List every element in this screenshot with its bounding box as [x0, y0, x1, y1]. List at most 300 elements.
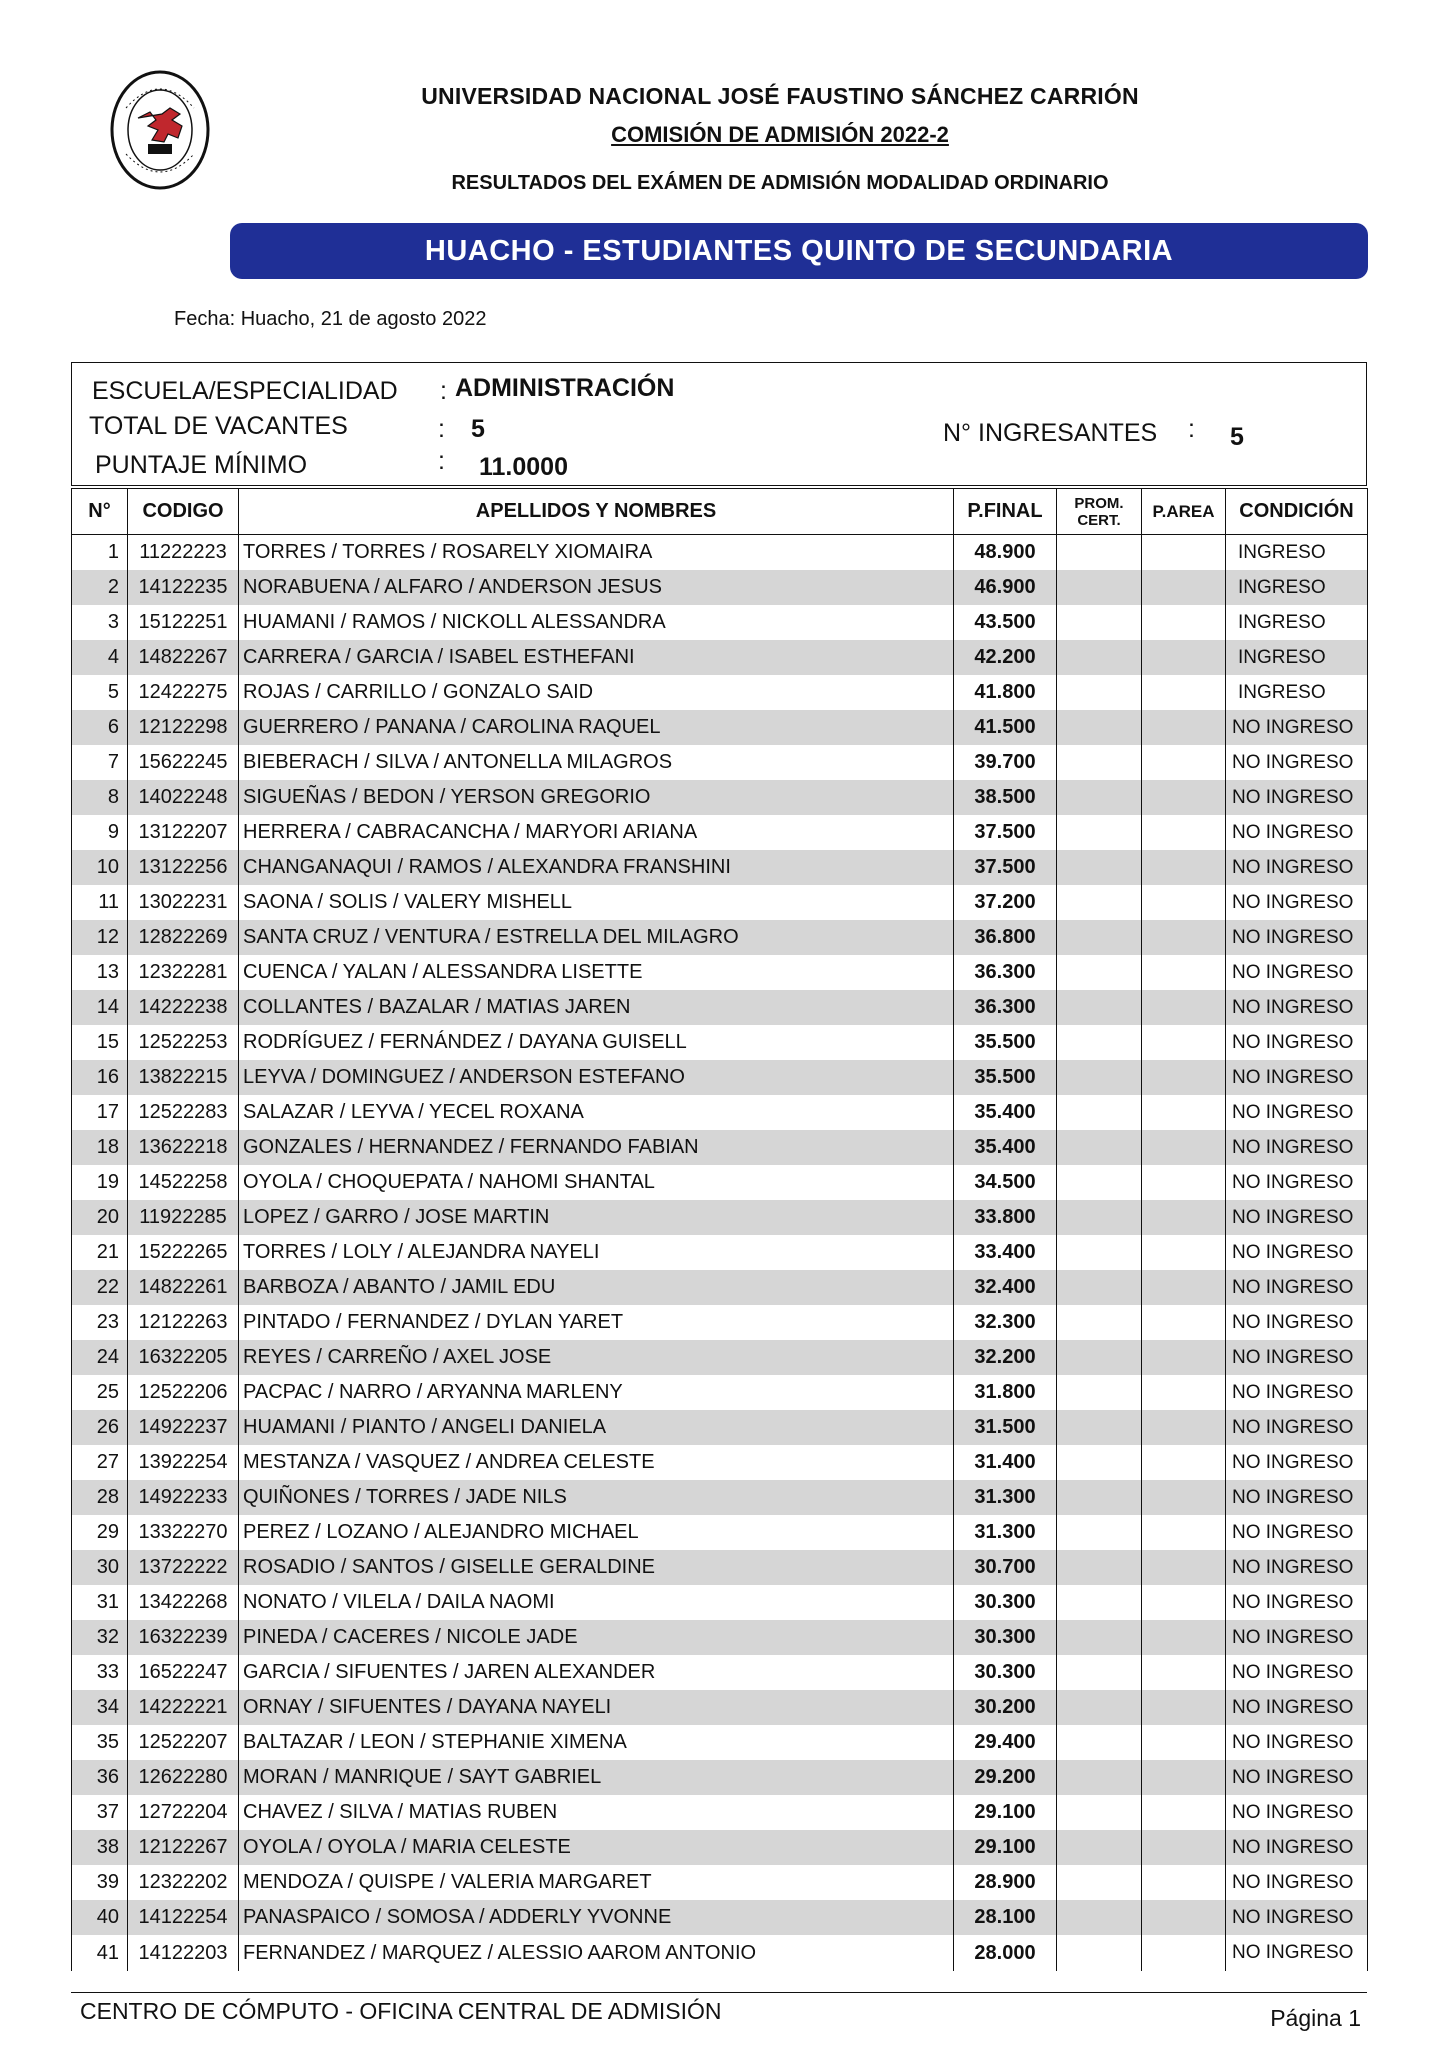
row-number: 10: [72, 850, 128, 885]
row-final-score: 31.800: [954, 1375, 1057, 1410]
row-number: 19: [72, 1165, 128, 1200]
row-code: 13022231: [128, 885, 239, 920]
row-code: 13822215: [128, 1060, 239, 1095]
row-area-score: [1142, 1795, 1226, 1830]
row-number: 6: [72, 710, 128, 745]
row-final-score: 32.200: [954, 1340, 1057, 1375]
row-final-score: 43.500: [954, 605, 1057, 640]
row-prom-cert: [1057, 1410, 1142, 1445]
row-full-name: MESTANZA / VASQUEZ / ANDREA CELESTE: [239, 1445, 954, 1480]
row-prom-cert: [1057, 570, 1142, 605]
row-code: 12422275: [128, 675, 239, 710]
row-full-name: ORNAY / SIFUENTES / DAYANA NAYELI: [239, 1690, 954, 1725]
row-number: 29: [72, 1515, 128, 1550]
row-final-score: 30.700: [954, 1550, 1057, 1585]
row-area-score: [1142, 1095, 1226, 1130]
table-row: [72, 1375, 1368, 1410]
row-area-score: [1142, 535, 1226, 571]
row-prom-cert: [1057, 920, 1142, 955]
table-row: [72, 1690, 1368, 1725]
row-number: 14: [72, 990, 128, 1025]
row-area-score: [1142, 1725, 1226, 1760]
row-condition: NO INGRESO: [1226, 1340, 1368, 1375]
admitted-value: 5: [1230, 423, 1244, 451]
row-number: 40: [72, 1900, 128, 1935]
table-row: [72, 780, 1368, 815]
row-condition: NO INGRESO: [1226, 1060, 1368, 1095]
row-code: 12522283: [128, 1095, 239, 1130]
table-row: [72, 1130, 1368, 1165]
row-area-score: [1142, 1515, 1226, 1550]
school-info-box: [71, 362, 1367, 486]
row-area-score: [1142, 1865, 1226, 1900]
row-area-score: [1142, 1340, 1226, 1375]
row-final-score: 36.300: [954, 990, 1057, 1025]
row-code: 16322205: [128, 1340, 239, 1375]
row-prom-cert: [1057, 1515, 1142, 1550]
row-final-score: 48.900: [954, 535, 1057, 571]
row-full-name: FERNANDEZ / MARQUEZ / ALESSIO AAROM ANTONIO: [239, 1935, 954, 1971]
row-prom-cert: [1057, 1830, 1142, 1865]
table-row: [72, 1830, 1368, 1865]
row-number: 12: [72, 920, 128, 955]
row-code: 13422268: [128, 1585, 239, 1620]
row-final-score: 35.400: [954, 1130, 1057, 1165]
row-number: 22: [72, 1270, 128, 1305]
school-label: ESCUELA/ESPECIALIDAD: [92, 377, 398, 405]
row-full-name: GONZALES / HERNANDEZ / FERNANDO FABIAN: [239, 1130, 954, 1165]
col-header-name: APELLIDOS Y NOMBRES: [239, 489, 954, 535]
row-number: 2: [72, 570, 128, 605]
row-prom-cert: [1057, 1270, 1142, 1305]
table-row: [72, 535, 1368, 571]
row-full-name: CHAVEZ / SILVA / MATIAS RUBEN: [239, 1795, 954, 1830]
table-row: [72, 1760, 1368, 1795]
row-final-score: 28.100: [954, 1900, 1057, 1935]
row-code: 11222223: [128, 535, 239, 571]
table-row: [72, 1445, 1368, 1480]
row-code: 14222221: [128, 1690, 239, 1725]
row-code: 12722204: [128, 1795, 239, 1830]
row-code: 14022248: [128, 780, 239, 815]
row-number: 16: [72, 1060, 128, 1095]
row-area-score: [1142, 1480, 1226, 1515]
table-row: [72, 1865, 1368, 1900]
row-final-score: 31.400: [954, 1445, 1057, 1480]
row-condition: NO INGRESO: [1226, 1620, 1368, 1655]
row-prom-cert: [1057, 1620, 1142, 1655]
row-prom-cert: [1057, 990, 1142, 1025]
row-condition: INGRESO: [1226, 570, 1368, 605]
row-condition: INGRESO: [1226, 535, 1368, 571]
row-area-score: [1142, 1165, 1226, 1200]
row-area-score: [1142, 1305, 1226, 1340]
table-row: [72, 1935, 1368, 1971]
row-number: 15: [72, 1025, 128, 1060]
row-final-score: 30.200: [954, 1690, 1057, 1725]
row-code: 11922285: [128, 1200, 239, 1235]
row-code: 16522247: [128, 1655, 239, 1690]
row-full-name: OYOLA / CHOQUEPATA / NAHOMI SHANTAL: [239, 1165, 954, 1200]
row-number: 4: [72, 640, 128, 675]
row-code: 14922233: [128, 1480, 239, 1515]
row-number: 32: [72, 1620, 128, 1655]
table-row: [72, 570, 1368, 605]
row-condition: NO INGRESO: [1226, 815, 1368, 850]
row-prom-cert: [1057, 1760, 1142, 1795]
university-seal-logo: [108, 68, 212, 192]
row-code: 15622245: [128, 745, 239, 780]
row-condition: NO INGRESO: [1226, 1200, 1368, 1235]
row-code: 16322239: [128, 1620, 239, 1655]
row-full-name: HERRERA / CABRACANCHA / MARYORI ARIANA: [239, 815, 954, 850]
row-prom-cert: [1057, 815, 1142, 850]
results-table: [71, 488, 1368, 1971]
row-final-score: 36.800: [954, 920, 1057, 955]
row-number: 20: [72, 1200, 128, 1235]
row-final-score: 30.300: [954, 1620, 1057, 1655]
row-area-score: [1142, 1060, 1226, 1095]
row-code: 12522253: [128, 1025, 239, 1060]
row-area-score: [1142, 955, 1226, 990]
table-row: [72, 1900, 1368, 1935]
row-number: 24: [72, 1340, 128, 1375]
table-row: [72, 1795, 1368, 1830]
row-final-score: 37.200: [954, 885, 1057, 920]
row-prom-cert: [1057, 1340, 1142, 1375]
row-condition: NO INGRESO: [1226, 710, 1368, 745]
table-row: [72, 1060, 1368, 1095]
row-code: 14522258: [128, 1165, 239, 1200]
row-full-name: CHANGANAQUI / RAMOS / ALEXANDRA FRANSHINI: [239, 850, 954, 885]
row-prom-cert: [1057, 1480, 1142, 1515]
row-full-name: NONATO / VILELA / DAILA NAOMI: [239, 1585, 954, 1620]
row-prom-cert: [1057, 1060, 1142, 1095]
row-full-name: TORRES / TORRES / ROSARELY XIOMAIRA: [239, 535, 954, 571]
row-number: 38: [72, 1830, 128, 1865]
campus-banner: HUACHO - ESTUDIANTES QUINTO DE SECUNDARIA: [230, 223, 1368, 279]
row-final-score: 29.400: [954, 1725, 1057, 1760]
col-header-parea: P.AREA: [1142, 489, 1226, 535]
row-code: 12622280: [128, 1760, 239, 1795]
row-final-score: 33.400: [954, 1235, 1057, 1270]
university-name: UNIVERSIDAD NACIONAL JOSÉ FAUSTINO SÁNCHEZ CARRIÓN: [421, 83, 1139, 109]
row-prom-cert: [1057, 1445, 1142, 1480]
row-full-name: PINTADO / FERNANDEZ / DYLAN YARET: [239, 1305, 954, 1340]
row-condition: NO INGRESO: [1226, 745, 1368, 780]
row-prom-cert: [1057, 850, 1142, 885]
row-prom-cert: [1057, 1130, 1142, 1165]
table-row: [72, 1585, 1368, 1620]
row-full-name: REYES / CARREÑO / AXEL JOSE: [239, 1340, 954, 1375]
row-condition: NO INGRESO: [1226, 1655, 1368, 1690]
table-row: [72, 1235, 1368, 1270]
row-code: 12122267: [128, 1830, 239, 1865]
row-code: 13722222: [128, 1550, 239, 1585]
table-row: [72, 1340, 1368, 1375]
row-code: 14122203: [128, 1935, 239, 1971]
row-full-name: BIEBERACH / SILVA / ANTONELLA MILAGROS: [239, 745, 954, 780]
row-final-score: 33.800: [954, 1200, 1057, 1235]
table-row: [72, 1515, 1368, 1550]
commission-title-text: COMISIÓN DE ADMISIÓN 2022-2: [611, 122, 949, 147]
row-final-score: 38.500: [954, 780, 1057, 815]
school-value: ADMINISTRACIÓN: [455, 374, 675, 402]
row-full-name: BARBOZA / ABANTO / JAMIL EDU: [239, 1270, 954, 1305]
row-code: 13922254: [128, 1445, 239, 1480]
row-full-name: RODRÍGUEZ / FERNÁNDEZ / DAYANA GUISELL: [239, 1025, 954, 1060]
row-prom-cert: [1057, 640, 1142, 675]
row-prom-cert: [1057, 1655, 1142, 1690]
row-condition: NO INGRESO: [1226, 990, 1368, 1025]
row-condition: NO INGRESO: [1226, 1165, 1368, 1200]
row-final-score: 32.300: [954, 1305, 1057, 1340]
row-final-score: 37.500: [954, 850, 1057, 885]
admitted-label: N° INGRESANTES: [943, 419, 1158, 447]
row-full-name: SALAZAR / LEYVA / YECEL ROXANA: [239, 1095, 954, 1130]
row-area-score: [1142, 780, 1226, 815]
row-final-score: 35.500: [954, 1025, 1057, 1060]
row-number: 26: [72, 1410, 128, 1445]
row-condition: NO INGRESO: [1226, 1760, 1368, 1795]
row-code: 15122251: [128, 605, 239, 640]
table-row: [72, 1725, 1368, 1760]
row-full-name: HUAMANI / RAMOS / NICKOLL ALESSANDRA: [239, 605, 954, 640]
row-code: 12522207: [128, 1725, 239, 1760]
row-number: 9: [72, 815, 128, 850]
table-row: [72, 1655, 1368, 1690]
row-condition: NO INGRESO: [1226, 1235, 1368, 1270]
row-condition: NO INGRESO: [1226, 1585, 1368, 1620]
row-condition: NO INGRESO: [1226, 1410, 1368, 1445]
row-final-score: 30.300: [954, 1585, 1057, 1620]
row-full-name: COLLANTES / BAZALAR / MATIAS JAREN: [239, 990, 954, 1025]
table-row: [72, 1480, 1368, 1515]
row-area-score: [1142, 1410, 1226, 1445]
row-area-score: [1142, 1200, 1226, 1235]
vacancies-label: TOTAL DE VACANTES: [89, 412, 348, 440]
row-area-score: [1142, 1550, 1226, 1585]
row-condition: NO INGRESO: [1226, 1375, 1368, 1410]
row-full-name: BALTAZAR / LEON / STEPHANIE XIMENA: [239, 1725, 954, 1760]
row-full-name: PINEDA / CACERES / NICOLE JADE: [239, 1620, 954, 1655]
table-row: [72, 710, 1368, 745]
row-final-score: 29.100: [954, 1830, 1057, 1865]
row-area-score: [1142, 1025, 1226, 1060]
row-number: 27: [72, 1445, 128, 1480]
row-area-score: [1142, 675, 1226, 710]
row-prom-cert: [1057, 675, 1142, 710]
col-header-num: N°: [72, 489, 128, 535]
row-area-score: [1142, 1235, 1226, 1270]
row-condition: NO INGRESO: [1226, 1480, 1368, 1515]
row-final-score: 31.300: [954, 1515, 1057, 1550]
row-condition: NO INGRESO: [1226, 1305, 1368, 1340]
table-body: [72, 535, 1368, 1972]
footer-divider: [71, 1992, 1367, 1993]
row-area-score: [1142, 1270, 1226, 1305]
row-area-score: [1142, 710, 1226, 745]
table-header-row: [72, 489, 1368, 535]
row-prom-cert: [1057, 535, 1142, 571]
date-line: Fecha: Huacho, 21 de agosto 2022: [174, 308, 487, 330]
row-condition: NO INGRESO: [1226, 1130, 1368, 1165]
row-condition: NO INGRESO: [1226, 1095, 1368, 1130]
row-prom-cert: [1057, 1550, 1142, 1585]
row-prom-cert: [1057, 780, 1142, 815]
row-condition: NO INGRESO: [1226, 1725, 1368, 1760]
row-code: 12522206: [128, 1375, 239, 1410]
row-area-score: [1142, 1830, 1226, 1865]
row-area-score: [1142, 1655, 1226, 1690]
table-row: [72, 885, 1368, 920]
row-full-name: OYOLA / OYOLA / MARIA CELESTE: [239, 1830, 954, 1865]
row-prom-cert: [1057, 745, 1142, 780]
row-full-name: TORRES / LOLY / ALEJANDRA NAYELI: [239, 1235, 954, 1270]
row-full-name: PANASPAICO / SOMOSA / ADDERLY YVONNE: [239, 1900, 954, 1935]
row-condition: NO INGRESO: [1226, 1515, 1368, 1550]
col-header-code: CODIGO: [128, 489, 239, 535]
col-header-prom-line1: PROM.: [1074, 494, 1124, 512]
row-prom-cert: [1057, 1725, 1142, 1760]
table-row: [72, 675, 1368, 710]
row-full-name: MORAN / MANRIQUE / SAYT GABRIEL: [239, 1760, 954, 1795]
row-number: 31: [72, 1585, 128, 1620]
row-area-score: [1142, 850, 1226, 885]
row-number: 30: [72, 1550, 128, 1585]
col-header-pfinal: P.FINAL: [954, 489, 1057, 535]
row-area-score: [1142, 885, 1226, 920]
row-final-score: 42.200: [954, 640, 1057, 675]
table-row: [72, 1095, 1368, 1130]
row-area-score: [1142, 1445, 1226, 1480]
row-full-name: LOPEZ / GARRO / JOSE MARTIN: [239, 1200, 954, 1235]
row-number: 1: [72, 535, 128, 571]
row-full-name: ROSADIO / SANTOS / GISELLE GERALDINE: [239, 1550, 954, 1585]
row-prom-cert: [1057, 1900, 1142, 1935]
row-code: 12322281: [128, 955, 239, 990]
row-full-name: GUERRERO / PANANA / CAROLINA RAQUEL: [239, 710, 954, 745]
table-row: [72, 1270, 1368, 1305]
results-table-wrapper: [71, 488, 1367, 1971]
row-full-name: CUENCA / YALAN / ALESSANDRA LISETTE: [239, 955, 954, 990]
row-condition: NO INGRESO: [1226, 920, 1368, 955]
row-number: 41: [72, 1935, 128, 1971]
row-final-score: 29.100: [954, 1795, 1057, 1830]
row-code: 15222265: [128, 1235, 239, 1270]
row-number: 17: [72, 1095, 128, 1130]
row-area-score: [1142, 1130, 1226, 1165]
row-final-score: 31.500: [954, 1410, 1057, 1445]
vacancies-value: 5: [471, 415, 485, 443]
results-title: RESULTADOS DEL EXÁMEN DE ADMISIÓN MODALIDAD ORDINARIO: [451, 172, 1109, 194]
row-number: 36: [72, 1760, 128, 1795]
row-final-score: 32.400: [954, 1270, 1057, 1305]
row-code: 12122263: [128, 1305, 239, 1340]
row-condition: NO INGRESO: [1226, 1270, 1368, 1305]
row-number: 34: [72, 1690, 128, 1725]
row-condition: NO INGRESO: [1226, 885, 1368, 920]
col-header-prom-cert: [1057, 489, 1142, 535]
row-area-score: [1142, 1900, 1226, 1935]
row-final-score: 41.500: [954, 710, 1057, 745]
row-prom-cert: [1057, 1865, 1142, 1900]
table-row: [72, 1025, 1368, 1060]
row-condition: NO INGRESO: [1226, 1550, 1368, 1585]
row-code: 13122207: [128, 815, 239, 850]
table-row: [72, 1305, 1368, 1340]
min-score-label: PUNTAJE MÍNIMO: [95, 451, 308, 479]
row-condition: NO INGRESO: [1226, 1025, 1368, 1060]
row-prom-cert: [1057, 1165, 1142, 1200]
row-code: 14922237: [128, 1410, 239, 1445]
table-row: [72, 990, 1368, 1025]
row-final-score: 35.500: [954, 1060, 1057, 1095]
row-area-score: [1142, 1935, 1226, 1971]
row-prom-cert: [1057, 955, 1142, 990]
row-area-score: [1142, 640, 1226, 675]
row-condition: NO INGRESO: [1226, 1690, 1368, 1725]
table-row: [72, 1410, 1368, 1445]
row-code: 14122235: [128, 570, 239, 605]
row-condition: NO INGRESO: [1226, 850, 1368, 885]
row-prom-cert: [1057, 710, 1142, 745]
row-prom-cert: [1057, 1235, 1142, 1270]
row-condition: NO INGRESO: [1226, 1830, 1368, 1865]
row-final-score: 36.300: [954, 955, 1057, 990]
row-final-score: 37.500: [954, 815, 1057, 850]
row-full-name: LEYVA / DOMINGUEZ / ANDERSON ESTEFANO: [239, 1060, 954, 1095]
row-final-score: 34.500: [954, 1165, 1057, 1200]
min-score-value: 11.0000: [479, 453, 568, 481]
row-full-name: GARCIA / SIFUENTES / JAREN ALEXANDER: [239, 1655, 954, 1690]
row-prom-cert: [1057, 1795, 1142, 1830]
row-condition: NO INGRESO: [1226, 955, 1368, 990]
col-header-prom-line2: CERT.: [1077, 511, 1121, 529]
row-code: 13622218: [128, 1130, 239, 1165]
row-condition: NO INGRESO: [1226, 1795, 1368, 1830]
row-prom-cert: [1057, 1375, 1142, 1410]
row-area-score: [1142, 1760, 1226, 1795]
row-condition: NO INGRESO: [1226, 1445, 1368, 1480]
row-code: 14822267: [128, 640, 239, 675]
table-row: [72, 850, 1368, 885]
row-number: 21: [72, 1235, 128, 1270]
row-area-score: [1142, 745, 1226, 780]
row-condition: INGRESO: [1226, 640, 1368, 675]
admitted-colon: :: [1188, 415, 1195, 443]
row-condition: NO INGRESO: [1226, 1935, 1368, 1971]
row-code: 14822261: [128, 1270, 239, 1305]
row-area-score: [1142, 570, 1226, 605]
min-score-colon: :: [438, 447, 445, 475]
row-full-name: SIGUEÑAS / BEDON / YERSON GREGORIO: [239, 780, 954, 815]
row-full-name: PEREZ / LOZANO / ALEJANDRO MICHAEL: [239, 1515, 954, 1550]
row-full-name: NORABUENA / ALFARO / ANDERSON JESUS: [239, 570, 954, 605]
row-code: 12122298: [128, 710, 239, 745]
row-final-score: 28.900: [954, 1865, 1057, 1900]
table-row: [72, 745, 1368, 780]
row-number: 3: [72, 605, 128, 640]
table-row: [72, 640, 1368, 675]
row-final-score: 29.200: [954, 1760, 1057, 1795]
row-area-score: [1142, 815, 1226, 850]
commission-title: [330, 122, 1230, 148]
row-final-score: 35.400: [954, 1095, 1057, 1130]
row-final-score: 31.300: [954, 1480, 1057, 1515]
row-full-name: QUIÑONES / TORRES / JADE NILS: [239, 1480, 954, 1515]
table-row: [72, 1620, 1368, 1655]
